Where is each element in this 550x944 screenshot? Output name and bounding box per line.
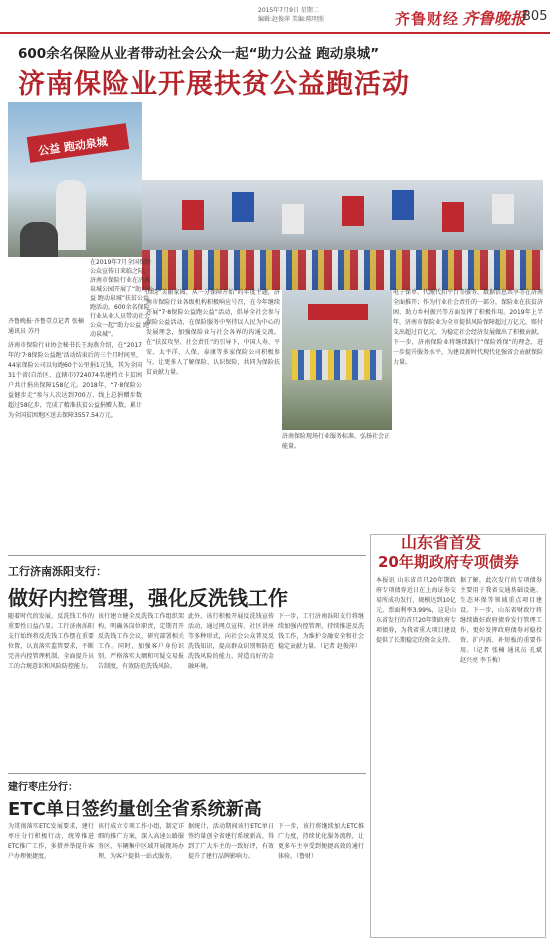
story1-crowd-photo — [142, 180, 543, 290]
story1-column-1: 济南市保险行业协会秘书长王海燕介绍，在“2017年的‘7·8保险公益跑’活动结束后的三个月时间里，44家保险公司以每跑60个公里捐1元钱，其为全国31个省(自治区、直辖市)724074名建档立卡贫困户共计捐出保障158亿元。2018年，“7·8保险公益健步走”参与人次达到700万，线上总捐赠步数超过58亿步，完成了精准扶贫公益捐赠人数，累计为全国贫困地区送去保障3557.54万元。 — [8, 342, 142, 419]
photo-crowd — [292, 350, 382, 380]
story3-kicker: 建行枣庄分行： — [8, 782, 78, 793]
story3-column-4: 下一步，该行将继续加大ETC推广力度，持续优化服务流程，让更多车主享受到便捷高效的通行体验。（鲁财） — [278, 823, 364, 860]
page-number: B05 — [522, 9, 548, 24]
story3-headline: ETC单日签约量创全省系统新高 — [8, 799, 262, 820]
editor-credits: 编辑:赵俊萍 美编:陈明照 — [258, 16, 324, 23]
story4-headline-line1: 山东省首发 — [401, 533, 482, 552]
flag-red — [442, 202, 464, 232]
story1-main-photo — [8, 102, 142, 257]
flag-red — [342, 196, 364, 226]
flag-blue — [232, 192, 254, 222]
divider — [8, 773, 366, 774]
story1-column-2: 围绕“美丽家园、从一分保障开始”的年度主题，济南市保险行业各级机构积极响应号召，在今年继续开展“7·8保险公益跑公益”活动，倡导全社会参与保险公益活动，在保险服务中坚持以人民为中心的发展理念，加强保险业与社会各界的沟通交流。在“扶贫攻坚、社会责任”的引导下，中国人寿、平安、太平洋、人保、泰康等多家保险公司积极参与，让更多人了解保险、认识保险，共同为保险扶贫贡献力量。 — [146, 289, 280, 376]
flag-blue — [392, 190, 414, 220]
section-title: 齐鲁财经 — [395, 10, 460, 28]
divider — [8, 555, 366, 556]
page-header — [0, 0, 550, 34]
photo-person-foreground — [20, 222, 58, 257]
story4-column-1: 本报讯 山东省首只20年期政府专项债券近日在上海证券交易所成功发行，规模达到10亿元，票面利率3.99%，这是山东省发行的首只20年期政府专项债券，为我省重大项目建设提供了长期稳定的资金支持。 — [376, 577, 456, 644]
crowd-runners — [142, 250, 543, 290]
flag-red — [182, 200, 204, 230]
story1-headline: 济南保险业开展扶贫公益跑活动 — [18, 69, 410, 100]
story1-byline: 齐鲁晚报·齐鲁壹点记者 张楠 通讯员 苏丹 — [8, 318, 84, 335]
photo-person — [56, 180, 86, 250]
story1-photo-caption: 在2019年7月全国保险公众宣传日来临之际，济南市保险行业在济南泉城公园开展了“助力公益 跑动泉城”扶贫公益跑活动，600余名保险行业从业人员带动社会公众一起“助力公益 跑动泉城”。 — [90, 259, 154, 338]
story2-headline: 做好内控管理，强化反洗钱工作 — [8, 586, 288, 610]
story2-column-2: 该行建立健全反洗钱工作组织架构，明确各岗位职责，定期召开反洗钱工作会议，研究部署相关工作。同时，加强客户身份识别，严格落实大额和可疑交易报告制度，有效防范洗钱风险。 — [98, 613, 184, 670]
story3-column-2: 该行成立专项工作小组，制定详细的推广方案，深入高速公路服务区、车辆集中区域开展现场办理，为客户提供一站式服务。 — [98, 823, 184, 860]
photo-banner — [308, 304, 368, 320]
story1-small-photo-caption: 济南保险现场行业服务标准，弘扬社会正能量。 — [282, 433, 391, 450]
story2-column-4: 下一步，工行济南泺阳支行将继续加强内控管理，持续推进反洗钱工作，为维护金融安全和社会稳定贡献力量。（记者 赵俊萍） — [278, 613, 364, 650]
photo-banner-text: 公益 跑动泉城 — [37, 135, 109, 158]
story1-small-photo — [282, 290, 392, 430]
story2-kicker: 工行济南泺阳支行： — [8, 565, 107, 578]
story3-column-3: 据统计，活动期间该行ETC单日签约量创全省建行系统新高，得到了广大车主的一致好评，有效提升了建行品牌影响力。 — [188, 823, 274, 860]
story1-kicker: 600余名保险从业者带动社会公众一起“助力公益 跑动泉城” — [18, 46, 380, 62]
flag-white — [492, 194, 514, 224]
issue-date: 2015年7月9日 星期二 — [258, 7, 319, 14]
story2-column-1: 随着时代的发展，反洗钱工作的重要性日益凸显。工行济南泺阳支行始终将反洗钱工作摆在重要位置，认真落实监管要求，不断完善内控管理机制，全面提升员工的合规意识和风险防控能力。 — [8, 613, 94, 670]
story3-column-1: 为贯彻落实ETC发展要求，建行枣庄分行积极行动，统筹推进ETC推广工作，多措并举提升客户办理便捷度。 — [8, 823, 94, 860]
story1-column-3: 电子保单、代缴代扣平台等服务，数据信息共享等在济南全面推开；作为行业社会责任的一部分，保险业在扶贫济困、助力乡村振兴等方面发挥了积极作用。2019年上半年，济南市保险业为全市提供风险保障超过万亿元，赔付支出超过百亿元，为稳定社会经济发展做出了积极贡献。下一步，济南保险业将继续践行“保险姓保”的理念，进一步提升服务水平，为建设新时代现代化强省会贡献保险力量。 — [393, 289, 543, 366]
flag-white — [282, 204, 304, 234]
story4-headline-line2: 20年期政府专项债券 — [378, 553, 519, 571]
newspaper-logo: 齐鲁晚报 — [462, 9, 527, 28]
story2-column-3: 此外，该行积极开展反洗钱宣传活动，通过网点宣传、社区讲座等多种形式，向社会公众普及反洗钱知识，提高群众识别和防范洗钱风险的能力，营造良好的金融环境。 — [188, 613, 274, 670]
story4-column-2: 据了解，此次发行的专项债券主要用于我省交通基础设施、生态环保等领域重点项目建设。下一步，山东省财政厅将继续做好政府债券发行管理工作，更好发挥政府债券对稳投资、扩内需、补短板的重要作用。（记者 张楠 通讯员 孔斌 赵兴亮 李玉梅） — [460, 577, 542, 664]
